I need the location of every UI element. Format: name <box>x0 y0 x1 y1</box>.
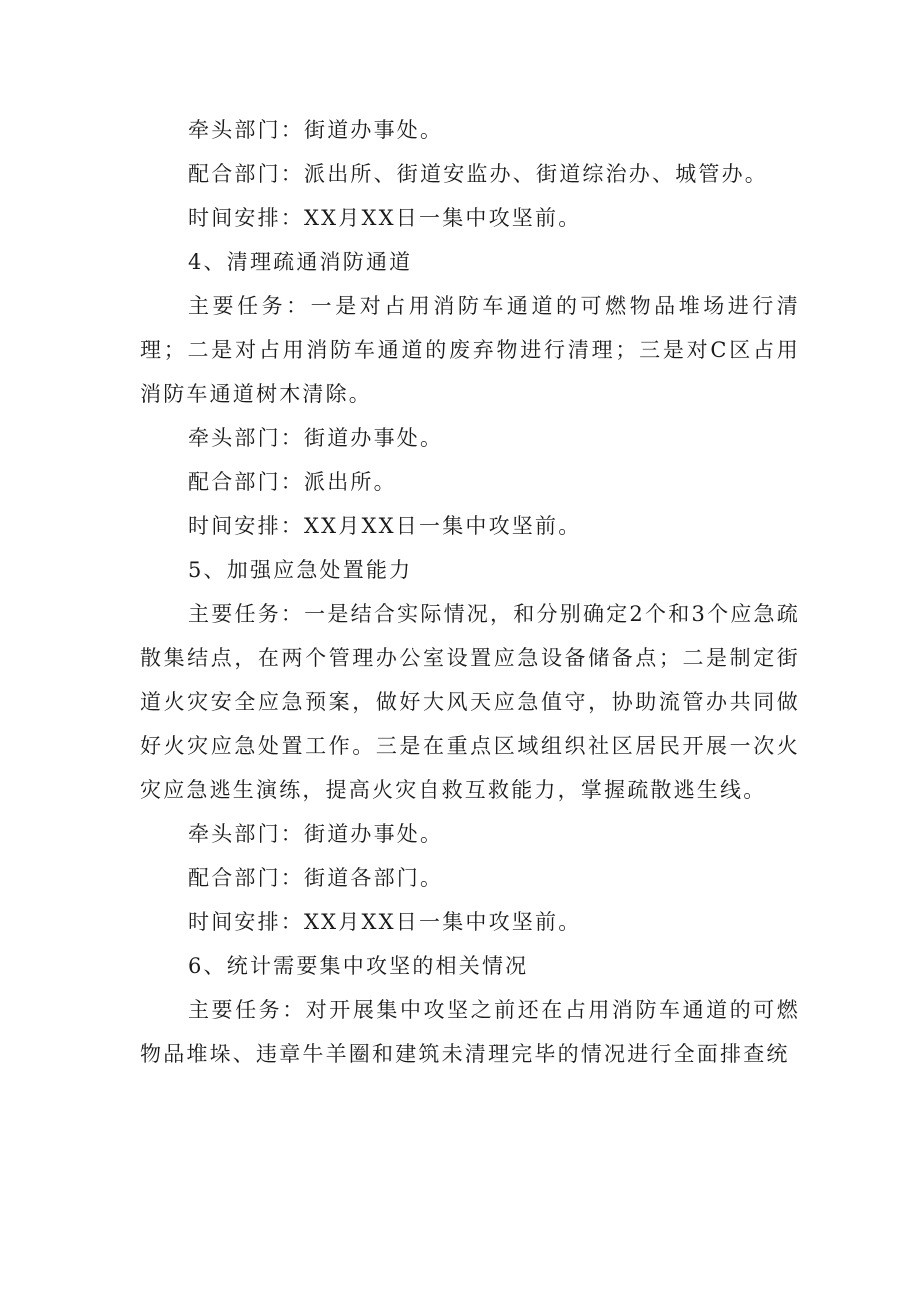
support-department-line: 配合部门：街道各部门。 <box>188 866 444 890</box>
main-task-paragraph: 主要任务：一是结合实际情况，和分别确定2个和3个应急疏散集结点，在两个管理办公室设置应急设备储备点；二是制定街道火灾安全应急预案，做好大风天应急值守，协助流管办共同做好火灾应急处置工作。三是在重点区域组织社区居民开展一次火灾应急逃生演练，提高火灾自救互救能力，掌握疏散逃生线。 <box>140 602 800 802</box>
main-task-paragraph: 主要任务：一是对占用消防车通道的可燃物品堆场进行清理；二是对占用消防车通道的废弃物进行清理；三是对C区占用消防车通道树木清除。 <box>140 294 800 406</box>
lead-department-line: 牵头部门：街道办事处。 <box>188 118 444 142</box>
section-heading-4: 4、清理疏通消防通道 <box>188 250 413 274</box>
section-heading-5: 5、加强应急处置能力 <box>188 558 413 582</box>
lead-department-line: 牵头部门：街道办事处。 <box>188 426 444 450</box>
main-task-paragraph: 主要任务：对开展集中攻坚之前还在占用消防车通道的可燃物品堆垛、违章牛羊圈和建筑未清理完毕的情况进行全面排查统 <box>140 998 800 1066</box>
support-department-line: 配合部门：派出所。 <box>188 470 397 494</box>
lead-department-line: 牵头部门：街道办事处。 <box>188 822 444 846</box>
schedule-line: 时间安排：XX月XX日一集中攻坚前。 <box>188 910 582 934</box>
schedule-line: 时间安排：XX月XX日一集中攻坚前。 <box>188 206 582 230</box>
document-body <box>140 108 800 1076</box>
support-department-line: 配合部门：派出所、街道安监办、街道综治办、城管办。 <box>188 162 768 186</box>
schedule-line: 时间安排：XX月XX日一集中攻坚前。 <box>188 514 582 538</box>
section-heading-6: 6、统计需要集中攻坚的相关情况 <box>188 954 529 978</box>
